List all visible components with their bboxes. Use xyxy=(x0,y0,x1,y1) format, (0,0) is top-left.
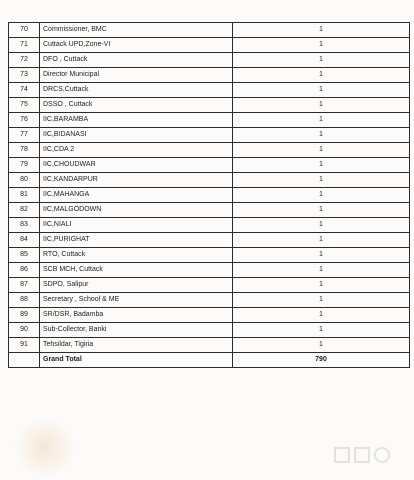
table-row xyxy=(9,338,410,353)
grand-total-value: 790 xyxy=(233,353,410,368)
table-row xyxy=(9,263,410,278)
quantity-cell: 1 xyxy=(233,323,410,338)
table-row xyxy=(9,188,410,203)
serial-number-cell: 86 xyxy=(9,263,40,278)
grand-total-sl-cell xyxy=(9,353,40,368)
table-row xyxy=(9,38,410,53)
office-name-cell: IIC,MALGODOWN xyxy=(40,203,233,218)
table-row xyxy=(9,293,410,308)
table-row xyxy=(9,218,410,233)
quantity-cell: 1 xyxy=(233,308,410,323)
quantity-cell: 1 xyxy=(233,293,410,308)
serial-number-cell: 75 xyxy=(9,98,40,113)
quantity-cell: 1 xyxy=(233,68,410,83)
table-row xyxy=(9,233,410,248)
office-name-cell: SDPO, Salipur xyxy=(40,278,233,293)
serial-number-cell: 90 xyxy=(9,323,40,338)
quantity-cell: 1 xyxy=(233,83,410,98)
serial-number-cell: 82 xyxy=(9,203,40,218)
quantity-cell: 1 xyxy=(233,53,410,68)
table-row xyxy=(9,248,410,263)
quantity-cell: 1 xyxy=(233,278,410,293)
serial-number-cell: 74 xyxy=(9,83,40,98)
table-row xyxy=(9,203,410,218)
office-name-cell: DFO , Cuttack xyxy=(40,53,233,68)
serial-number-cell: 73 xyxy=(9,68,40,83)
office-name-cell: IIC,CHOUDWAR xyxy=(40,158,233,173)
office-name-cell: DSSO , Cuttack xyxy=(40,98,233,113)
office-name-cell: Sub-Collector, Banki xyxy=(40,323,233,338)
serial-number-cell: 72 xyxy=(9,53,40,68)
serial-number-cell: 70 xyxy=(9,23,40,38)
serial-number-cell: 80 xyxy=(9,173,40,188)
quantity-cell: 1 xyxy=(233,143,410,158)
quantity-cell: 1 xyxy=(233,233,410,248)
office-name-cell: Secretary , School & ME xyxy=(40,293,233,308)
table-row xyxy=(9,98,410,113)
table-row xyxy=(9,278,410,293)
office-name-cell: IIC,KANDARPUR xyxy=(40,173,233,188)
table-row xyxy=(9,113,410,128)
serial-number-cell: 89 xyxy=(9,308,40,323)
office-name-cell: Commissioner, BMC xyxy=(40,23,233,38)
quantity-cell: 1 xyxy=(233,263,410,278)
table-row xyxy=(9,23,410,38)
office-name-cell: RTO, Cuttack xyxy=(40,248,233,263)
table-body xyxy=(9,23,410,368)
quantity-cell: 1 xyxy=(233,128,410,143)
serial-number-cell: 83 xyxy=(9,218,40,233)
office-name-cell: IIC,PURIGHAT xyxy=(40,233,233,248)
serial-number-cell: 88 xyxy=(9,293,40,308)
grand-total-row xyxy=(9,353,410,368)
quantity-cell: 1 xyxy=(233,113,410,128)
serial-number-cell: 87 xyxy=(9,278,40,293)
office-name-cell: DRCS,Cuttack xyxy=(40,83,233,98)
table-row xyxy=(9,308,410,323)
serial-number-cell: 77 xyxy=(9,128,40,143)
quantity-cell: 1 xyxy=(233,158,410,173)
office-name-cell: IIC,BIDANASI xyxy=(40,128,233,143)
serial-number-cell: 91 xyxy=(9,338,40,353)
distribution-table xyxy=(8,22,410,368)
serial-number-cell: 84 xyxy=(9,233,40,248)
quantity-cell: 1 xyxy=(233,173,410,188)
office-name-cell: IIC,BARAMBA xyxy=(40,113,233,128)
quantity-cell: 1 xyxy=(233,188,410,203)
table-row xyxy=(9,83,410,98)
paper-stain xyxy=(10,420,80,475)
table-row xyxy=(9,158,410,173)
office-name-cell: IIC,MAHANGA xyxy=(40,188,233,203)
office-name-cell: IIC,CDA 2 xyxy=(40,143,233,158)
office-name-cell: Cuttack UPD,Zone-VI xyxy=(40,38,233,53)
office-name-cell: Director Municipal xyxy=(40,68,233,83)
serial-number-cell: 71 xyxy=(9,38,40,53)
table-row xyxy=(9,68,410,83)
quantity-cell: 1 xyxy=(233,203,410,218)
quantity-cell: 1 xyxy=(233,218,410,233)
office-name-cell: IIC,NIALI xyxy=(40,218,233,233)
table-row xyxy=(9,143,410,158)
grand-total-label: Grand Total xyxy=(40,353,233,368)
quantity-cell: 1 xyxy=(233,38,410,53)
office-name-cell: SR/DSR, Badamba xyxy=(40,308,233,323)
table-row xyxy=(9,128,410,143)
serial-number-cell: 76 xyxy=(9,113,40,128)
serial-number-cell: 85 xyxy=(9,248,40,263)
table-row xyxy=(9,323,410,338)
quantity-cell: 1 xyxy=(233,248,410,263)
serial-number-cell: 78 xyxy=(9,143,40,158)
serial-number-cell: 81 xyxy=(9,188,40,203)
faint-watermark xyxy=(330,440,400,470)
quantity-cell: 1 xyxy=(233,338,410,353)
quantity-cell: 1 xyxy=(233,98,410,113)
table-row xyxy=(9,173,410,188)
quantity-cell: 1 xyxy=(233,23,410,38)
table-row xyxy=(9,53,410,68)
office-name-cell: Tehsildar, Tigiria xyxy=(40,338,233,353)
office-name-cell: SCB MCH, Cuttack xyxy=(40,263,233,278)
serial-number-cell: 79 xyxy=(9,158,40,173)
